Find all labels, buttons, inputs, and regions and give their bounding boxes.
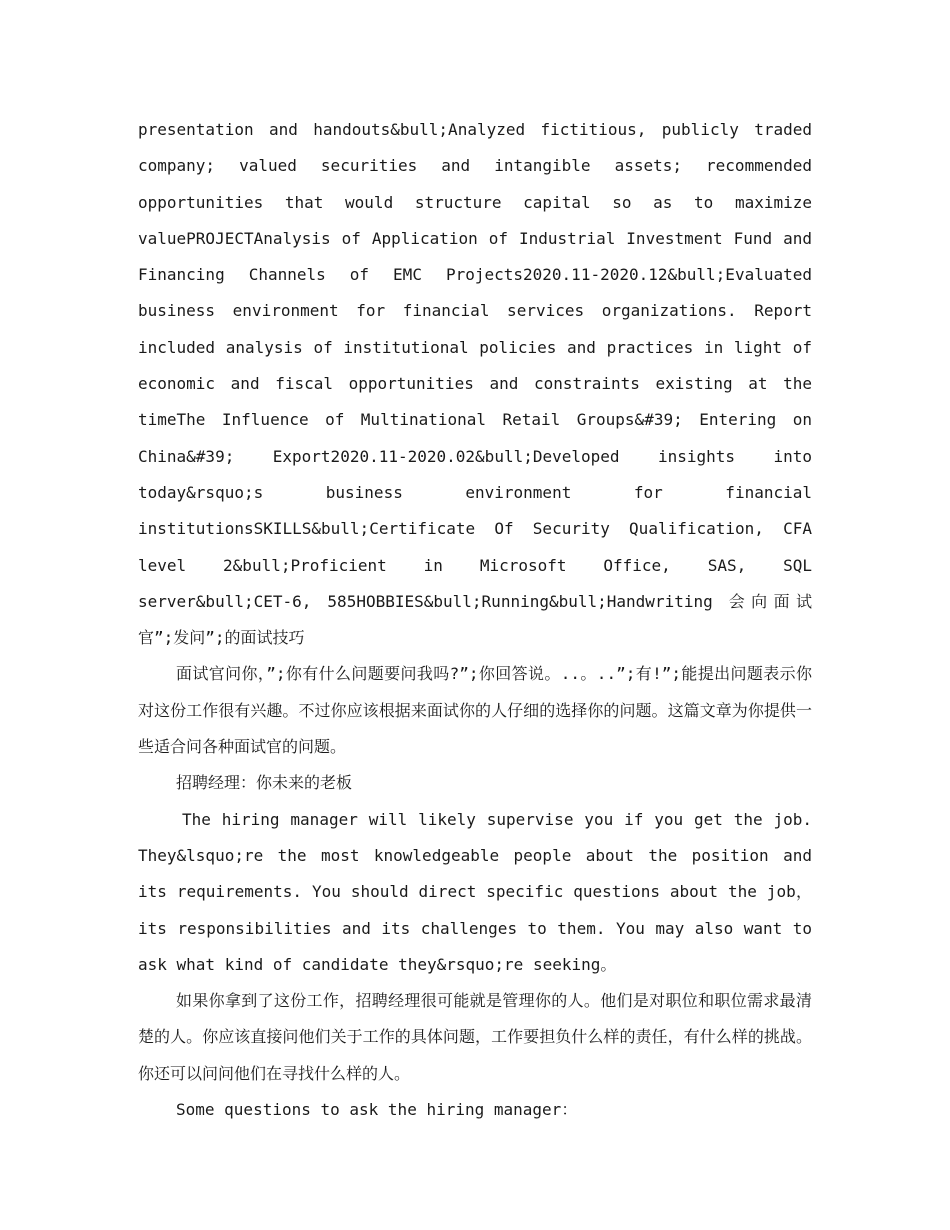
english-paragraph: The hiring manager will likely supervise you if you get the job. They&lsquo;re the most knowledgeable people about the position and its requirements. You should direct specific questions about the job，its responsibilities and its challenges to them. You may also want to ask what kind of candidate they&rsquo;re seeking。 xyxy=(138,809,812,974)
intro-paragraph: 面试官问你，”;你有什么问题要问我吗?”;你回答说。..。..”;有!”;能提出问题表示你对这份工作很有兴趣。不过你应该根据来面试你的人仔细的选择你的问题。这篇文章为你提供一些适合问各种面试官的问题。 xyxy=(138,664,812,757)
chinese-paragraph: 如果你拿到了这份工作，招聘经理很可能就是管理你的人。他们是对职位和职位需求最清楚的人。你应该直接问他们关于工作的具体问题，工作要担负什么样的责任，有什么样的挑战。你还可以问问他们在寻找什么样的人。 xyxy=(138,991,812,1083)
resume-text-paragraph: presentation and handouts&bull;Analyzed fictitious, publicly traded company; valued securities and intangible assets; recommended opportunities that would structure capital so as to maximize valuePROJECTAnalysis of Application of Industrial Investment Fund and Financing Channels of EMC Projects2020.11-2020.12&bull;Evaluated business environment for financial services organizations. Report included analysis of institutional policies and practices in light of economic and fiscal opportunities and constraints existing at the timeThe Influence of Multinational Retail Groups&#39; Entering on China&#39; Export2020.11-2020.02&bull;Developed insights into today&rsquo;s business environment for financial institutionsSKILLS&bull;Certificate Of Security Qualification, CFA level 2&bull;Proficient in Microsoft Office, SAS, SQL server&bull;CET-6, 585HOBBIES&bull;Running&bull;Handwriting 会向面试官”;发问”;的面试技巧 xyxy=(138,120,812,648)
questions-lead-in: Some questions to ask the hiring manager： xyxy=(176,1100,578,1120)
document-page xyxy=(138,112,812,1128)
section-heading: 招聘经理：你未来的老板 xyxy=(176,773,353,793)
